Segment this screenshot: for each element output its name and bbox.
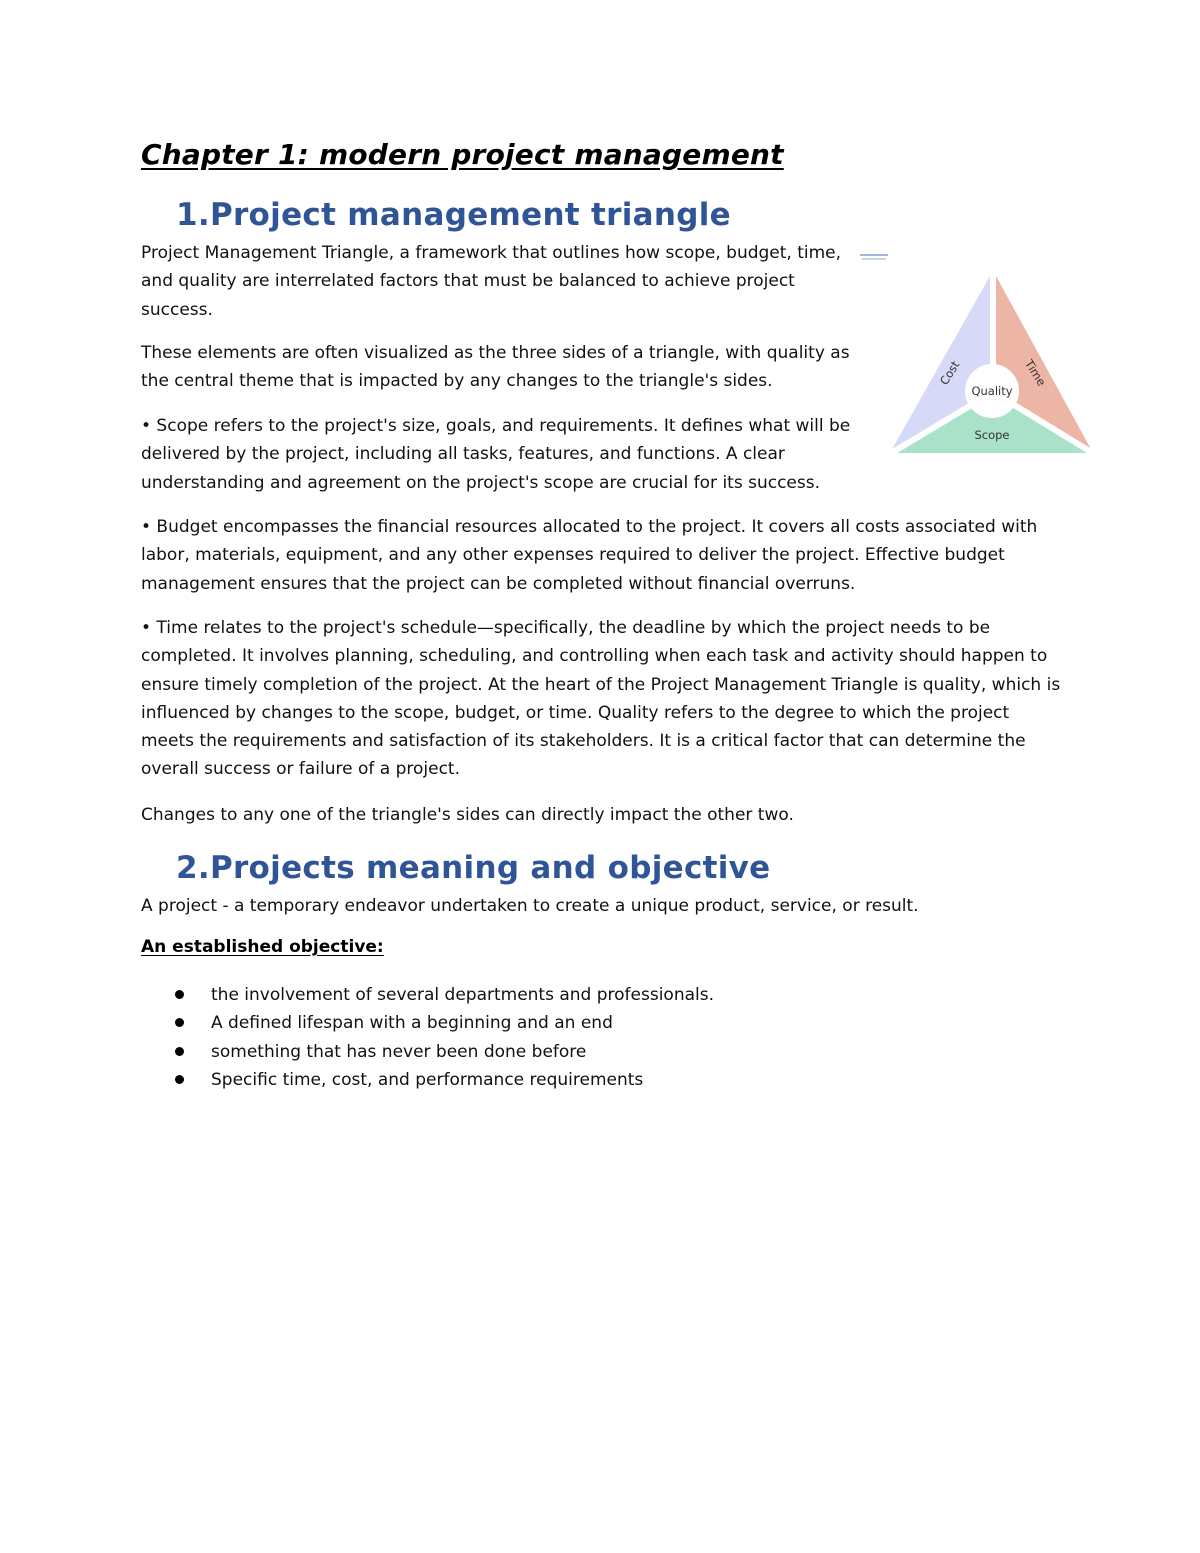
section-1-heading: 1.Project management triangle: [176, 197, 731, 233]
budget-paragraph: • Budget encompasses the financial resources allocated to the project. It covers all costs associated with labor, materials, equipment, and any other expenses required to deliver the project. Effective budget management ensures that the project can be completed without financial overruns.: [141, 517, 1038, 594]
section-1-intro-paragraph: Project Management Triangle, a framework that outlines how scope, budget, time, and quality are interrelated factors that must be balanced to achieve project success.: [141, 243, 842, 320]
list-item: [141, 1066, 714, 1094]
section-1-visualization-paragraph: These elements are often visualized as the three sides of a triangle, with quality as the central theme that is impacted by any changes to the triangle's sides.: [141, 343, 850, 392]
scope-label: Scope: [974, 428, 1010, 442]
cost-label: Cost: [936, 358, 963, 388]
project-definition: A project - a temporary endeavor undertaken to create a unique product, service, or result.: [141, 896, 919, 916]
project-triangle-diagram: [856, 244, 1106, 464]
list-item-text: something that has never been done before: [211, 1041, 587, 1062]
list-item-text: the involvement of several departments and professionals.: [211, 985, 715, 1005]
bullet-icon: [175, 1047, 184, 1056]
bullet-icon: [175, 1018, 184, 1027]
list-item: [141, 1009, 714, 1037]
bullet-icon: [175, 990, 184, 999]
changes-paragraph: Changes to any one of the triangle's sides can directly impact the other two.: [141, 805, 794, 825]
time-label: Time: [1021, 357, 1049, 389]
section-2-heading: 2.Projects meaning and objective: [176, 850, 771, 886]
scope-paragraph: • Scope refers to the project's size, goals, and requirements. It defines what will be delivered by the project, including all tasks, features, and functions. A clear understanding and agreement on the project's scope are crucial for its success.: [141, 416, 851, 493]
list-item-text: Specific time, cost, and performance requirements: [211, 1069, 644, 1090]
project-triangle-figure: [856, 244, 1106, 464]
chapter-title: Chapter 1: modern project management: [141, 138, 784, 171]
time-paragraph: • Time relates to the project's schedule—specifically, the deadline by which the project needs to be completed. It involves planning, scheduling, and controlling when each task and activity should happen to ensure timely completion of the project. At the heart of the Project Management Triangle is quality, which is influenced by changes to the scope, budget, or time. Quality refers to the degree to which the project meets the requirements and satisfaction of its stakeholders. It is a critical factor that can determine the overall success or failure of a project.: [141, 618, 1061, 780]
list-item: [141, 981, 714, 1009]
objective-list: [141, 981, 714, 1094]
figure-caption-mark: [860, 254, 888, 260]
bullet-icon: [175, 1075, 184, 1084]
objective-heading: An established objective:: [141, 937, 384, 957]
quality-label: Quality: [971, 384, 1013, 398]
list-item-text: A defined lifespan with a beginning and an end: [211, 1013, 613, 1034]
list-item: [141, 1038, 714, 1066]
